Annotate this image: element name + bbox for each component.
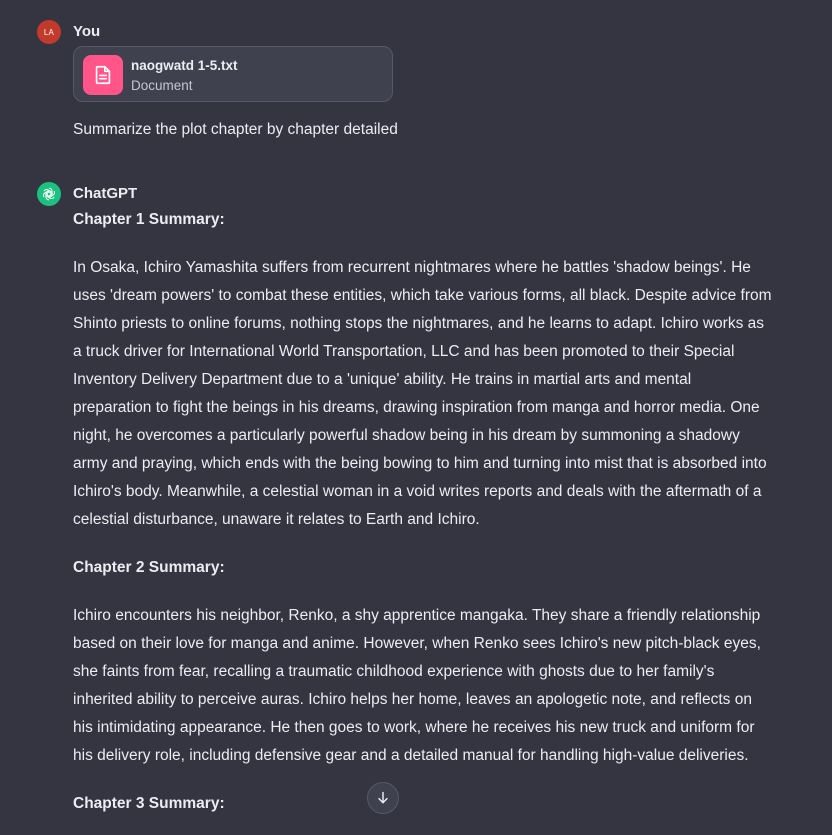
assistant-author-name: ChatGPT xyxy=(73,185,138,202)
chapter-2-summary: Ichiro encounters his neighbor, Renko, a shy apprentice mangaka. They share a friendly relationship based on their love for manga and anime. However, when Renko sees Ichiro's new pitch-black eyes, she faints from fear, recalling a traumatic childhood experience with ghosts due to her family's inherited ability to perceive auras. Ichiro helps her home, leaves an apologetic note, and reflects on his intimidating appearance. He then goes to work, where he receives his new truck and uniform for his delivery role, including defensive gear and a detailed manual for handling high-value deliveries. xyxy=(73,607,761,764)
arrow-down-icon xyxy=(375,790,391,806)
chapter-1-heading: Chapter 1 Summary: xyxy=(73,211,225,228)
user-avatar xyxy=(37,20,61,44)
openai-logo-icon xyxy=(37,182,61,206)
scroll-to-bottom-button[interactable] xyxy=(367,782,399,814)
user-avatar-initials: LA xyxy=(43,27,55,37)
file-type: Document xyxy=(131,78,193,93)
file-name: naogwatd 1-5.txt xyxy=(131,58,238,73)
assistant-message-content xyxy=(73,206,773,818)
user-message-text: Summarize the plot chapter by chapter detailed xyxy=(73,121,398,138)
assistant-message xyxy=(37,182,832,835)
chapter-3-heading: Chapter 3 Summary: xyxy=(73,795,225,812)
user-message xyxy=(37,20,832,150)
chapter-1-summary: In Osaka, Ichiro Yamashita suffers from recurrent nightmares where he battles 'shadow beings'. He uses 'dream powers' to combat these entities, which take various forms, all black. Despite advice from Shinto priests to online forums, nothing stops the nightmares, and he learns to adapt. Ichiro works as a truck driver for International World Transportation, LLC and has been promoted to their Special Inventory Delivery Department due to a 'unique' ability. He trains in martial arts and mental preparation to fight the beings in his dreams, drawing inspiration from manga and horror media. One night, he overcomes a particularly powerful shadow being in his dream by summoning a shadowy army and praying, which ends with the being bowing to him and turning into mist that is absorbed into Ichiro's body. Meanwhile, a celestial woman in a void writes reports and deals with the aftermath of a celestial disturbance, unaware it relates to Earth and Ichiro. xyxy=(73,259,772,528)
user-author-name: You xyxy=(73,23,101,40)
chapter-2-heading: Chapter 2 Summary: xyxy=(73,559,225,576)
file-attachment[interactable] xyxy=(73,46,393,102)
document-icon xyxy=(83,55,123,95)
